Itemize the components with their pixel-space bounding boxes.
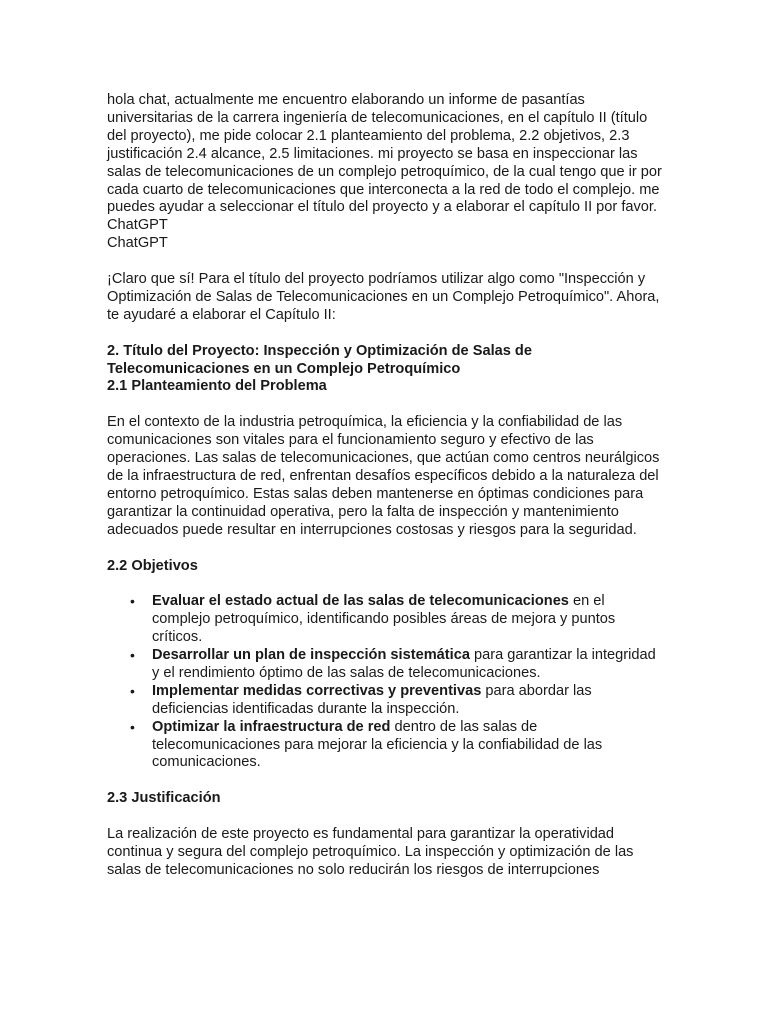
spacer (107, 575, 667, 593)
spacer (107, 396, 667, 414)
spacer (107, 253, 667, 271)
project-title-heading: 2. Título del Proyecto: Inspección y Optimización de Salas de Telecomunicaciones en un Complejo Petroquímico (107, 342, 532, 377)
speaker-label: ChatGPT (107, 217, 168, 234)
spacer (107, 808, 667, 826)
spacer (107, 772, 667, 790)
objective-bold: Evaluar el estado actual de las salas de telecomunicaciones (152, 593, 569, 610)
speaker-label: ChatGPT (107, 235, 168, 252)
list-item (107, 647, 667, 683)
section-heading-2-2: 2.2 Objetivos (107, 557, 198, 574)
section-body-2-1: En el contexto de la industria petroquímica, la eficiencia y la confiabilidad de las comunicaciones son vitales para el funcionamiento seguro y efectivo de las operaciones. Las salas de telecomunicaciones, que actúan como centros neurálgicos de la infraestructura de red, enfrentan desafíos específicos debido a la naturaleza del entorno petroquímico. Estas salas deben mantenerse en óptimas condiciones para garantizar la continuidad operativa, pero la falta de inspección y mantenimiento adecuados puede resultar en interrupciones costosas y riesgos para la seguridad. (107, 414, 660, 538)
bullet-icon: • (130, 593, 135, 610)
objective-bold: Optimizar la infraestructura de red (152, 718, 391, 735)
objective-text: dentro de las salas de telecomunicaciones para mejorar la eficiencia y la confiabilidad de las comunicaciones. (152, 718, 603, 771)
spacer (107, 325, 667, 343)
bullet-icon: • (130, 718, 135, 735)
section-body-2-3: La realización de este proyecto es fundamental para garantizar la operatividad continua y segura del complejo petroquímico. La inspección y optimización de las salas de telecomunicaciones no solo reducirán los riesgos de interrupciones (107, 826, 634, 878)
list-item (107, 683, 667, 719)
list-item (107, 719, 667, 773)
document-page (107, 92, 667, 880)
objective-bold: Desarrollar un plan de inspección sistemática (152, 647, 470, 664)
answer-intro: ¡Claro que sí! Para el título del proyecto podríamos utilizar algo como "Inspección y Optimización de Salas de Telecomunicaciones en un Complejo Petroquímico". Ahora, te ayudaré a elaborar el Capítulo II: (107, 271, 660, 323)
section-heading-2-3: 2.3 Justificación (107, 790, 221, 807)
bullet-icon: • (130, 647, 135, 664)
bullet-icon: • (130, 682, 135, 699)
objectives-list (107, 593, 667, 772)
objective-bold: Implementar medidas correctivas y preventivas (152, 682, 482, 699)
objective-text: para abordar las deficiencias identificadas durante la inspección. (152, 682, 592, 717)
objective-text: para garantizar la integridad y el rendimiento óptimo de las salas de telecomunicaciones. (152, 647, 656, 681)
list-item (107, 593, 667, 647)
user-question: hola chat, actualmente me encuentro elaborando un informe de pasantías universitarias de la carrera ingeniería de telecomunicaciones, en el capítulo II (título del proyecto), me pide colocar 2.1 planteamiento del problema, 2.2 objetivos, 2.3 justificación 2.4 alcance, 2.5 limitaciones. mi proyecto se basa en inspeccionar las salas de telecomunicaciones de un complejo petroquímico, de la cual tengo que ir por cada cuarto de telecomunicaciones que interconecta a la red de todo el complejo. me puedes ayudar a seleccionar el título del proyecto y a elaborar el capítulo II por favor. (107, 92, 662, 216)
spacer (107, 540, 667, 558)
objective-text: en el complejo petroquímico, identificando posibles áreas de mejora y puntos críticos. (152, 593, 616, 646)
section-heading-2-1: 2.1 Planteamiento del Problema (107, 378, 327, 395)
